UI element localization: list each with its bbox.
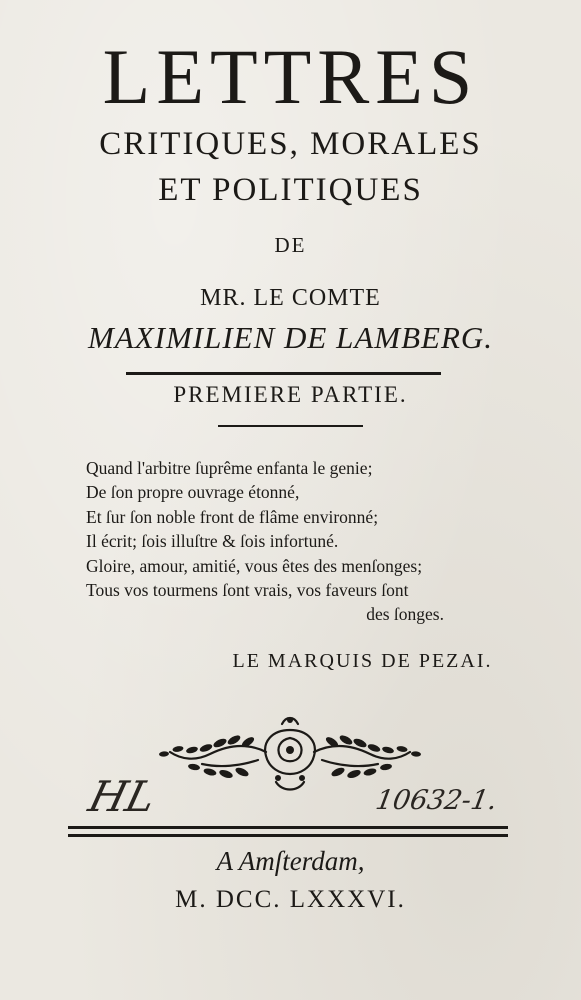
epigraph xyxy=(86,456,506,627)
subtitle-line-1: CRITIQUES, MORALES xyxy=(99,126,482,162)
preposition-de: DE xyxy=(274,233,307,257)
double-rule-bottom xyxy=(68,834,508,837)
imprint-place: A Amſterdam, xyxy=(216,846,365,876)
epigraph-line: Tous vos tourmens ſont vrais, vos faveurs ſont xyxy=(86,580,409,601)
double-rule-top xyxy=(68,826,508,829)
subtitle-line-2: ET POLITIQUES xyxy=(158,172,423,208)
imprint-year: M. DCC. LXXXVI. xyxy=(175,886,406,913)
author-honorific: MR. LE COMTE xyxy=(200,285,381,311)
epigraph-line: Il écrit; ſois illuſtre & ſois infortuné. xyxy=(86,531,339,552)
handwritten-mark-left: HL xyxy=(84,772,161,821)
author-name: MAXIMILIEN DE LAMBERG. xyxy=(87,320,494,355)
epigraph-line: De ſon propre ouvrage étonné, xyxy=(86,482,300,503)
handwritten-shelfmark: 10632-1. xyxy=(373,785,500,816)
epigraph-line: Et ſur ſon noble front de flâme environné; xyxy=(86,506,379,527)
epigraph-line: Gloire, amour, amitié, vous êtes des menſonges; xyxy=(86,555,423,576)
book-title: LETTRES xyxy=(102,33,479,120)
part-label: PREMIERE PARTIE. xyxy=(173,382,408,407)
rule-above-part xyxy=(126,372,441,375)
rule-below-part xyxy=(218,425,363,427)
epigraph-line: des ſonges. xyxy=(366,604,444,625)
epigraph-attribution: LE MARQUIS DE PEZAI. xyxy=(232,650,493,672)
epigraph-line: Quand l'arbitre ſuprême enfanta le genie; xyxy=(86,458,373,478)
